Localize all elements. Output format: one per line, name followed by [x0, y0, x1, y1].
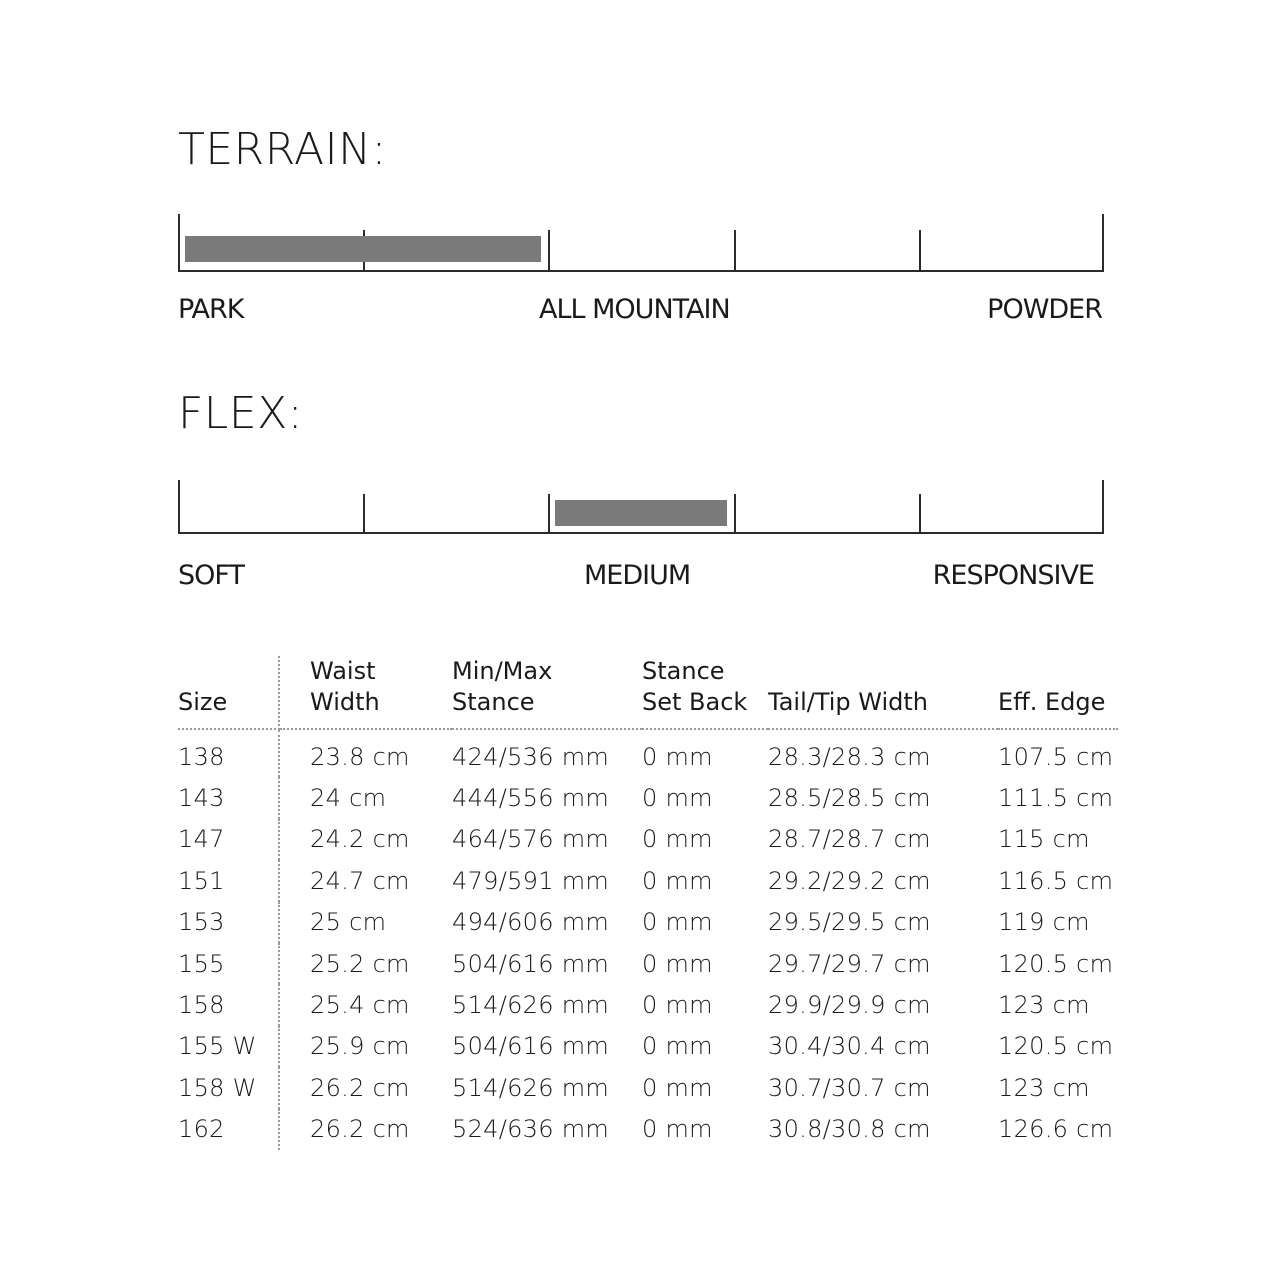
cell-min-max-stance: 464/576 mm — [452, 825, 610, 854]
scale-tick — [919, 230, 921, 272]
cell-eff-edge: 120.5 cm — [998, 949, 1114, 978]
cell-min-max-stance: 424/536 mm — [452, 742, 610, 771]
flex-label-medium: MEDIUM — [584, 560, 691, 591]
cell-tail-tip-width: 30.4/30.4 cm — [768, 1032, 931, 1061]
cell-size: 143 — [178, 777, 279, 818]
cell-tail-tip-width: 29.9/29.9 cm — [768, 991, 931, 1020]
cell-eff-edge: 123 cm — [998, 991, 1090, 1020]
spec-table-header-row — [178, 656, 1118, 729]
scale-tick — [548, 494, 550, 534]
scale-fill — [185, 236, 541, 262]
cell-stance-set-back: 0 mm — [642, 742, 713, 771]
header-tail-tip-width: Tail/Tip Width — [768, 656, 998, 729]
scale-tick — [548, 230, 550, 272]
scale-tick — [1102, 480, 1104, 534]
cell-min-max-stance: 504/616 mm — [452, 1032, 610, 1061]
flex-heading: FLEX: — [178, 388, 304, 439]
cell-waist-width: 26.2 cm — [310, 1115, 410, 1144]
cell-tail-tip-width: 28.5/28.5 cm — [768, 784, 931, 813]
spec-table-body — [178, 729, 1118, 1150]
flex-label-soft: SOFT — [178, 560, 244, 591]
cell-min-max-stance: 514/626 mm — [452, 1073, 610, 1102]
table-row — [178, 1026, 1118, 1067]
scale-tick — [178, 214, 180, 272]
cell-size: 153 — [178, 902, 279, 943]
cell-waist-width: 23.8 cm — [310, 742, 410, 771]
cell-eff-edge: 123 cm — [998, 1073, 1090, 1102]
terrain-heading: TERRAIN: — [178, 124, 387, 175]
cell-eff-edge: 116.5 cm — [998, 866, 1114, 895]
scale-tick — [1102, 214, 1104, 272]
cell-min-max-stance: 444/556 mm — [452, 784, 610, 813]
table-row — [178, 860, 1118, 901]
header-waist-width: Waist Width — [279, 656, 452, 729]
header-eff-edge: Eff. Edge — [998, 656, 1118, 729]
cell-stance-set-back: 0 mm — [642, 784, 713, 813]
cell-stance-set-back: 0 mm — [642, 949, 713, 978]
table-row — [178, 902, 1118, 943]
cell-tail-tip-width: 29.2/29.2 cm — [768, 866, 931, 895]
cell-min-max-stance: 479/591 mm — [452, 866, 610, 895]
flex-label-responsive: RESPONSIVE — [932, 560, 1094, 591]
cell-size: 158 W — [178, 1067, 279, 1108]
cell-min-max-stance: 494/606 mm — [452, 908, 610, 937]
cell-stance-set-back: 0 mm — [642, 1073, 713, 1102]
cell-stance-set-back: 0 mm — [642, 866, 713, 895]
table-row — [178, 1109, 1118, 1150]
header-stance-set-back: Stance Set Back — [642, 656, 768, 729]
cell-eff-edge: 120.5 cm — [998, 1032, 1114, 1061]
cell-size: 147 — [178, 819, 279, 860]
cell-eff-edge: 111.5 cm — [998, 784, 1114, 813]
cell-tail-tip-width: 30.7/30.7 cm — [768, 1073, 931, 1102]
cell-tail-tip-width: 29.5/29.5 cm — [768, 908, 931, 937]
cell-tail-tip-width: 30.8/30.8 cm — [768, 1115, 931, 1144]
table-row — [178, 1067, 1118, 1108]
table-row — [178, 943, 1118, 984]
cell-min-max-stance: 504/616 mm — [452, 949, 610, 978]
cell-size: 158 — [178, 984, 279, 1025]
cell-size: 162 — [178, 1109, 279, 1150]
table-row — [178, 729, 1118, 777]
scale-tick — [734, 494, 736, 534]
cell-size: 155 W — [178, 1026, 279, 1067]
cell-min-max-stance: 514/626 mm — [452, 991, 610, 1020]
scale-baseline — [178, 532, 1104, 534]
cell-waist-width: 26.2 cm — [310, 1073, 410, 1102]
cell-eff-edge: 115 cm — [998, 825, 1090, 854]
cell-stance-set-back: 0 mm — [642, 1032, 713, 1061]
header-size: Size — [178, 656, 279, 729]
cell-waist-width: 25 cm — [310, 908, 387, 937]
scale-tick — [178, 480, 180, 534]
header-min-max-stance: Min/Max Stance — [452, 656, 642, 729]
cell-size: 138 — [178, 729, 279, 777]
scale-baseline — [178, 270, 1104, 272]
cell-waist-width: 25.4 cm — [310, 991, 410, 1020]
cell-stance-set-back: 0 mm — [642, 991, 713, 1020]
cell-waist-width: 24.7 cm — [310, 866, 410, 895]
cell-waist-width: 25.2 cm — [310, 949, 410, 978]
cell-waist-width: 25.9 cm — [310, 1032, 410, 1061]
cell-stance-set-back: 0 mm — [642, 1115, 713, 1144]
cell-stance-set-back: 0 mm — [642, 825, 713, 854]
cell-stance-set-back: 0 mm — [642, 908, 713, 937]
terrain-label-powder: POWDER — [987, 294, 1102, 325]
terrain-label-all-mountain: ALL MOUNTAIN — [539, 294, 730, 325]
cell-waist-width: 24.2 cm — [310, 825, 410, 854]
cell-size: 155 — [178, 943, 279, 984]
scale-tick — [919, 494, 921, 534]
cell-tail-tip-width: 29.7/29.7 cm — [768, 949, 931, 978]
cell-tail-tip-width: 28.7/28.7 cm — [768, 825, 931, 854]
table-row — [178, 984, 1118, 1025]
cell-waist-width: 24 cm — [310, 784, 387, 813]
scale-tick — [363, 494, 365, 534]
terrain-scale — [178, 214, 1104, 272]
scale-tick — [734, 230, 736, 272]
cell-tail-tip-width: 28.3/28.3 cm — [768, 742, 931, 771]
cell-eff-edge: 119 cm — [998, 908, 1090, 937]
spec-table — [178, 656, 1118, 1150]
cell-eff-edge: 107.5 cm — [998, 742, 1114, 771]
cell-eff-edge: 126.6 cm — [998, 1115, 1114, 1144]
flex-scale — [178, 480, 1104, 534]
table-row — [178, 819, 1118, 860]
scale-fill — [555, 500, 726, 526]
cell-min-max-stance: 524/636 mm — [452, 1115, 610, 1144]
cell-size: 151 — [178, 860, 279, 901]
terrain-label-park: PARK — [178, 294, 244, 325]
table-row — [178, 777, 1118, 818]
